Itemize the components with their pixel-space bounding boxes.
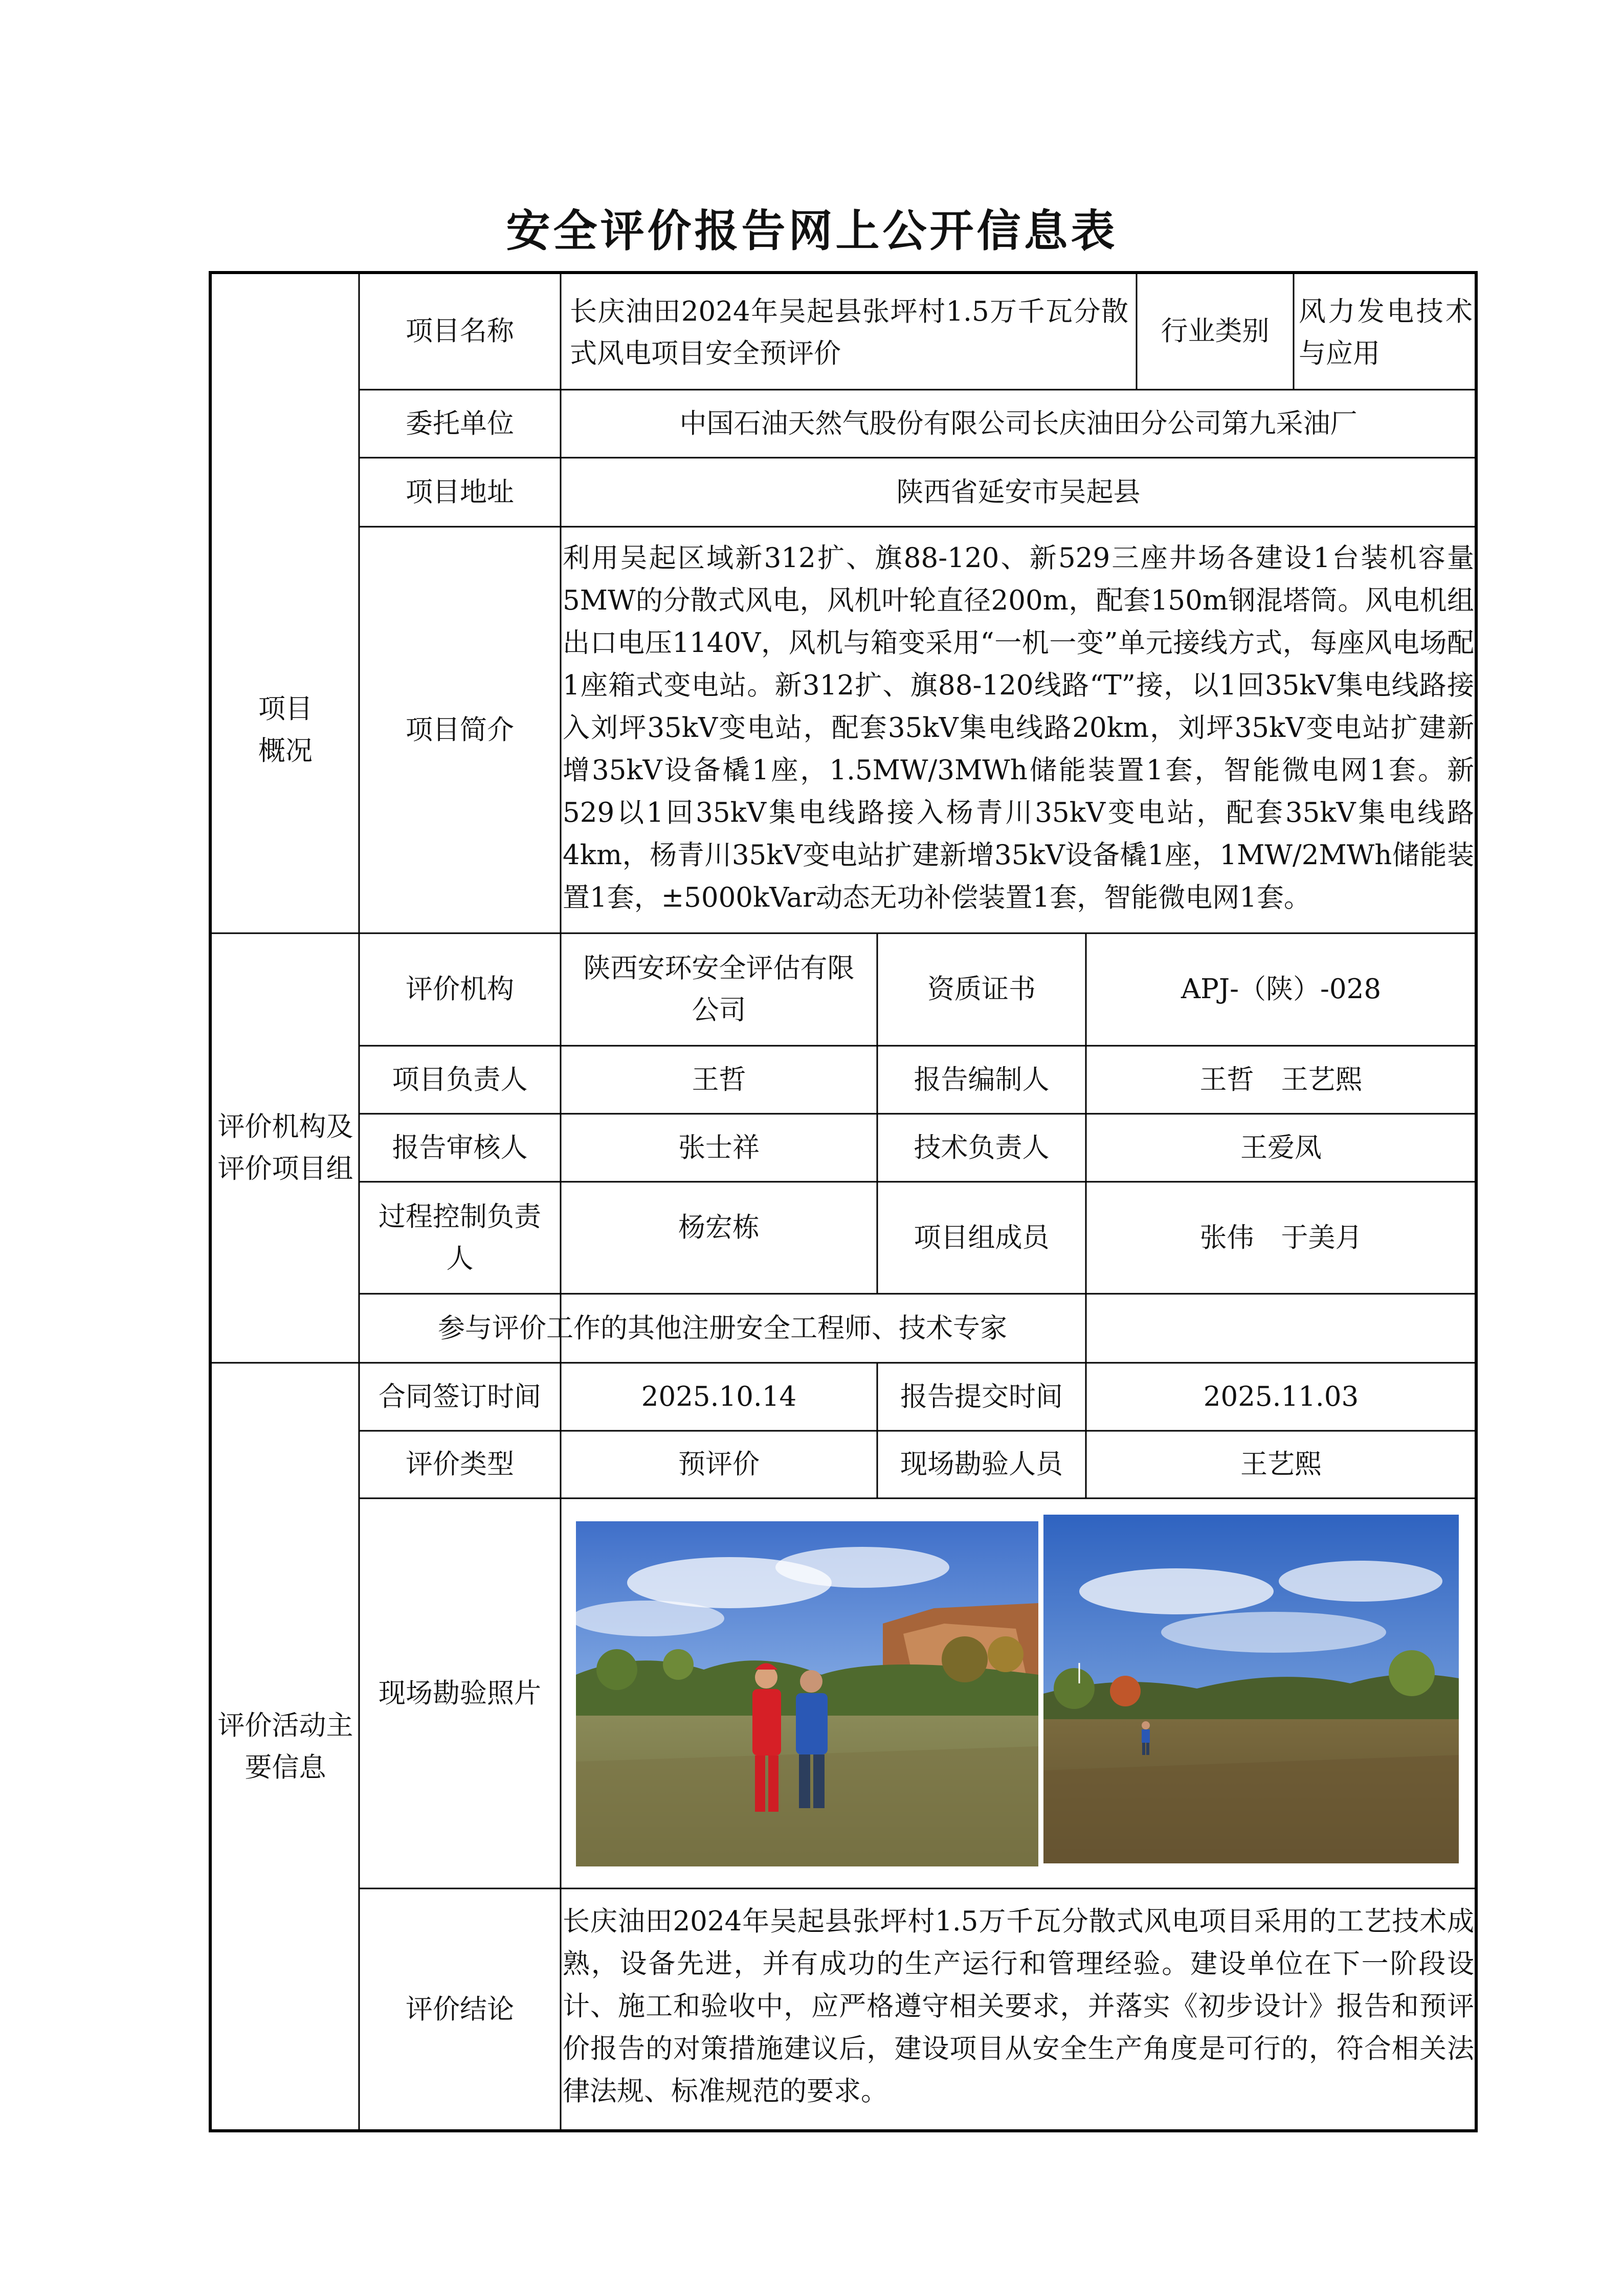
writer-label: 报告编制人	[914, 1064, 1050, 1095]
tech-value: 王爱凤	[1240, 1132, 1322, 1163]
industry-label: 行业类别	[1161, 315, 1270, 347]
client-label: 委托单位	[406, 408, 514, 439]
conclusion-label: 评价结论	[406, 1994, 514, 2025]
process-value: 杨宏栋	[678, 1212, 760, 1243]
surveyor-label: 现场勘验人员	[900, 1449, 1063, 1480]
others-label: 参与评价工作的其他注册安全工程师、技术专家	[438, 1312, 1007, 1344]
agency-value: 陕西安环安全评估有限公司	[583, 953, 855, 1026]
contract-label: 合同签订时间	[379, 1381, 541, 1412]
project-name-value: 长庆油田2024年吴起县张坪村1.5万千瓦分散式风电项目安全预评价	[570, 296, 1128, 369]
summary-label: 项目简介	[406, 714, 514, 746]
cert-label: 资质证书	[927, 974, 1036, 1005]
submit-value: 2025.11.03	[1203, 1381, 1359, 1412]
tech-label: 技术负责人	[914, 1132, 1050, 1163]
site-photo-2	[1043, 1515, 1459, 1863]
others-value	[1086, 1294, 1476, 1363]
address-label: 项目地址	[406, 476, 514, 508]
site-photo-1	[576, 1521, 1038, 1866]
cert-value: APJ-（陕）-028	[1181, 974, 1382, 1005]
project-name-label: 项目名称	[406, 315, 514, 347]
summary-value: 利用吴起区域新312扩、旗88-120、新529三座井场各建设1台装机容量5MW的分散式风电，风机叶轮直径200m，配套150m钢混塔筒。风电机组出口电压1140V，风机与箱变采用“一机一变”单元接线方式，每座风电场配1座箱式变电站。新312扩、旗88-120线路“T”接，以1回35kV集电线路接入刘坪35kV变电站，配套35kV集电线路20km，刘坪35kV变电站扩建新增35kV设备橇1座，1.5MW/3MWh储能装置1套，智能微电网1套。新529以1回35kV集电线路接入杨青川35kV变电站，配套35kV集电线路4km，杨青川35kV变电站扩建新增35kV设备橇1座，1MW/2MWh储能装置1套，±5000kVar动态无功补偿装置1套，智能微电网1套。	[563, 543, 1474, 913]
photo-label: 现场勘验照片	[379, 1677, 541, 1709]
reviewer-value: 张士祥	[678, 1132, 760, 1163]
reviewer-label: 报告审核人	[392, 1132, 528, 1163]
agency-label: 评价机构	[406, 974, 514, 1005]
address-value: 陕西省延安市吴起县	[896, 476, 1141, 508]
type-value: 预评价	[678, 1449, 760, 1480]
members-value: 张伟 于美月	[1199, 1222, 1363, 1253]
page-title: 安全评价报告网上公开信息表	[506, 206, 1118, 257]
surveyor-value: 王艺熙	[1240, 1449, 1322, 1480]
activity-section-label: 评价活动主要信息	[217, 1710, 353, 1783]
type-label: 评价类型	[406, 1449, 514, 1480]
conclusion-value: 长庆油田2024年吴起县张坪村1.5万千瓦分散式风电项目采用的工艺技术成熟，设备先进，并有成功的生产运行和管理经验。建设单位在下一阶段设计、施工和验收中，应严格遵守相关要求，并落实《初步设计》报告和预评价报告的对策措施建议后，建设项目从安全生产角度是可行的，符合相关法律法规、标准规范的要求。	[563, 1906, 1474, 2107]
members-label: 项目组成员	[914, 1222, 1050, 1253]
process-label: 过程控制负责人	[379, 1201, 541, 1274]
client-value: 中国石油天然气股份有限公司长庆油田分公司第九采油厂	[679, 408, 1358, 439]
writer-value: 王哲 王艺熙	[1199, 1064, 1363, 1095]
leader-value: 王哲	[692, 1064, 746, 1095]
submit-label: 报告提交时间	[900, 1381, 1063, 1412]
org-section-label: 评价机构及评价项目组	[217, 1111, 353, 1184]
contract-value: 2025.10.14	[641, 1381, 797, 1412]
overview-section-label: 项目 概况	[258, 693, 313, 767]
industry-value: 风力发电技术与应用	[1299, 296, 1473, 369]
leader-label: 项目负责人	[392, 1064, 528, 1095]
